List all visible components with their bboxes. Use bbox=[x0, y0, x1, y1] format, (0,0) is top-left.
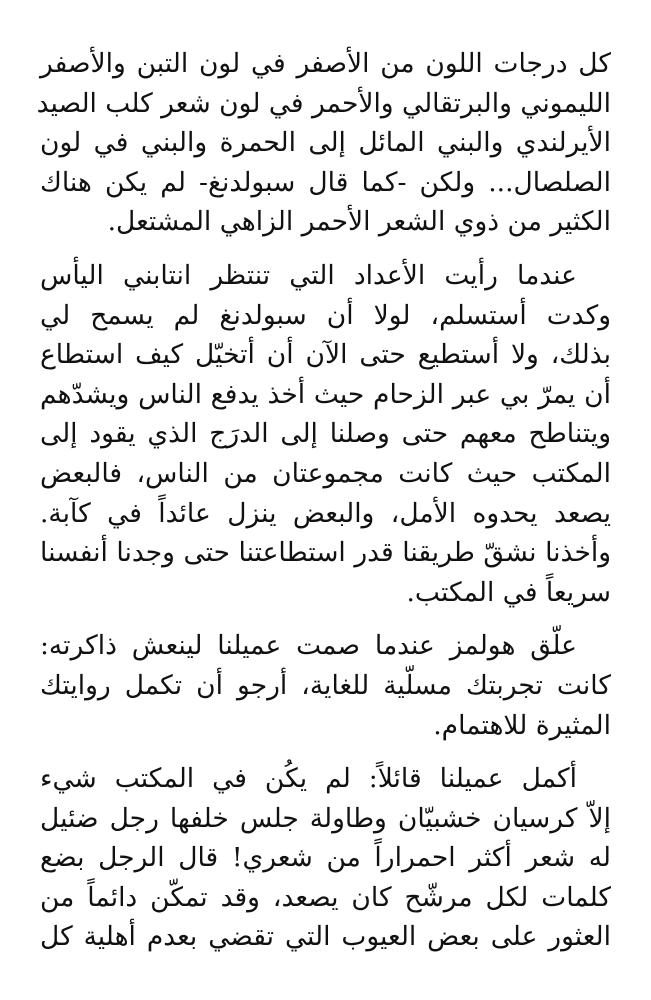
book-page bbox=[36, 44, 611, 971]
text-line: كانت تجربتك مسلّية للغاية، أرجو أن تكمل روايتك bbox=[40, 669, 611, 701]
paragraph bbox=[36, 44, 611, 242]
text-line: العثور على بعض العيوب التي تقضي بعدم أهلية كل bbox=[40, 921, 611, 953]
text-line: بذلك، ولا أستطيع حتى الآن أن أتخيّل كيف استطاع bbox=[40, 339, 611, 371]
text-line: الصلصال... ولكن -كما قال سبولدنغ- لم يكن هناك bbox=[40, 166, 611, 198]
text-line: كلمات لكل مرشّح كان يصعد، وقد تمكّن دائماً من bbox=[40, 881, 611, 913]
text-line: كل درجات اللون من الأصفر في لون التبن والأصفر bbox=[40, 48, 611, 79]
text-line: الأيرلندي والبني المائل إلى الحمرة والبني في لون bbox=[40, 127, 611, 159]
text-line: وكدت أستسلم، لولا أن سبولدنغ لم يسمح لي bbox=[40, 299, 611, 331]
text-line: علّق هولمز عندما صمت عميلنا لينعش ذاكرته: bbox=[40, 630, 577, 662]
text-line: المثيرة للاهتمام. bbox=[433, 709, 611, 741]
paragraph bbox=[40, 256, 611, 612]
text-line: الليموني والبرتقالي والأحمر في لون شعر كلب الصيد bbox=[36, 87, 611, 119]
text-line: أن يمرّ بي عبر الزحام حيث أخذ يدفع الناس ويشدّهم bbox=[40, 378, 611, 410]
text-line: وأخذنا نشقّ طريقنا قدر استطاعتنا حتى وجدنا أنفسنا bbox=[40, 537, 611, 569]
paragraph bbox=[40, 759, 611, 957]
text-line: المكتب حيث كانت مجموعتان من الناس، فالبعض bbox=[40, 457, 611, 489]
text-line: إلاّ كرسيان خشبيّان وطاولة جلس خلفها رجل ضئيل bbox=[40, 802, 611, 834]
paragraph bbox=[40, 626, 611, 745]
text-line: الكثير من ذوي الشعر الأحمر الزاهي المشتعل. bbox=[107, 206, 611, 238]
text-line: ويتناطح معهم حتى وصلنا إلى الدرَج الذي يقود إلى bbox=[40, 418, 611, 450]
text-line: عندما رأيت الأعداد التي تنتظر انتابني اليأس bbox=[40, 259, 577, 291]
text-line: يصعد يحدوه الأمل، والبعض ينزل عائداً في كآبة. bbox=[40, 497, 611, 529]
text-line: أكمل عميلنا قائلاً: لم يكُن في المكتب شيء bbox=[40, 763, 577, 795]
text-line: له شعر أكثر احمراراً من شعري! قال الرجل بضع bbox=[40, 842, 611, 874]
text-line: سريعاً في المكتب. bbox=[406, 576, 611, 608]
